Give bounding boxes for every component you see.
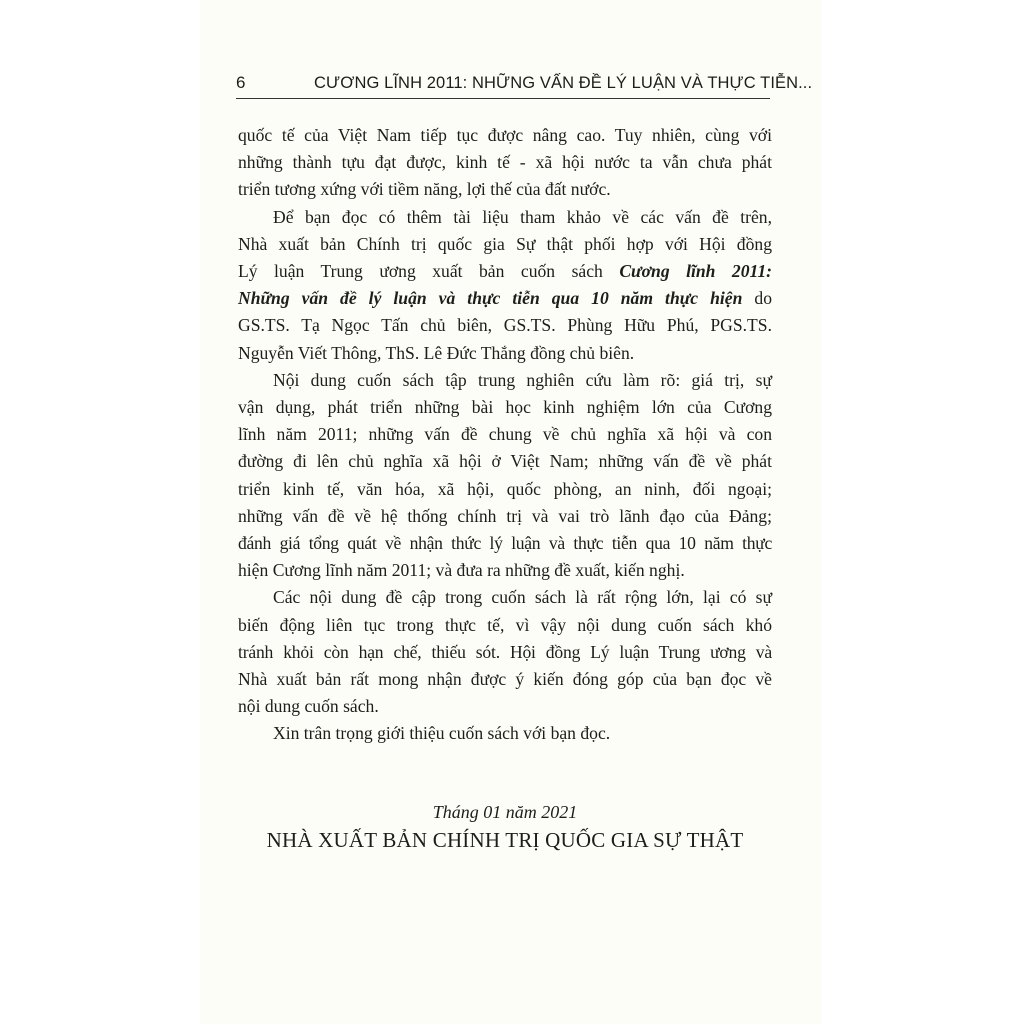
text-line: Xin trân trọng giới thiệu cuốn sách với bạn đọc. [273, 723, 611, 744]
text-line [238, 258, 772, 285]
signature-publisher: NHÀ XUẤT BẢN CHÍNH TRỊ QUỐC GIA SỰ THẬT [266, 828, 744, 852]
text-line: hiện Cương lĩnh năm 2011; và đưa ra những đề xuất, kiến nghị. [238, 560, 685, 581]
paragraph-4 [238, 584, 772, 720]
text-line: tránh khỏi còn hạn chế, thiếu sót. Hội đồng Lý luận Trung ương và [238, 641, 772, 662]
paragraph-5 [238, 720, 772, 747]
text-line: biến động liên tục trong thực tế, vì vậy nội dung cuốn sách khó [238, 614, 772, 635]
text-line: triển kinh tế, văn hóa, xã hội, quốc phòng, an ninh, đối ngoại; [238, 478, 772, 499]
text-line: triển tương xứng với tiềm năng, lợi thế của đất nước. [238, 179, 611, 200]
text-line: Nguyễn Viết Thông, ThS. Lê Đức Thắng đồng chủ biên. [238, 342, 635, 363]
text-line: Nhà xuất bản rất mong nhận được ý kiến đóng góp của bạn đọc về [238, 669, 772, 690]
text-line: những vấn đề về hệ thống chính trị và vai trò lãnh đạo của Đảng; [238, 505, 772, 526]
text-line: Để bạn đọc có thêm tài liệu tham khảo về các vấn đề trên, [273, 206, 772, 227]
paragraph-1 [238, 122, 772, 204]
text-line: Nội dung cuốn sách tập trung nghiên cứu làm rõ: giá trị, sự [273, 369, 772, 390]
signature-date: Tháng 01 năm 2021 [432, 802, 578, 822]
text-line: GS.TS. Tạ Ngọc Tấn chủ biên, GS.TS. Phùng Hữu Phú, PGS.TS. [238, 315, 772, 336]
book-title-part-2: Những vấn đề lý luận và thực tiễn qua 10 năm thực hiện [238, 288, 743, 309]
text-line: đánh giá tổng quát về nhận thức lý luận và thực tiễn qua 10 năm thực [238, 533, 772, 554]
text-line: Các nội dung đề cập trong cuốn sách là rất rộng lớn, lại có sự [273, 587, 772, 608]
book-title-part-1: Cương lĩnh 2011: [619, 261, 772, 282]
page-header [236, 72, 813, 99]
text-line: quốc tế của Việt Nam tiếp tục được nâng cao. Tuy nhiên, cùng với [238, 125, 772, 145]
text-line: lĩnh năm 2011; những vấn đề chung về chủ nghĩa xã hội và con [238, 424, 772, 445]
body-text [238, 122, 772, 748]
inline-text: Lý luận Trung ương xuất bản cuốn sách [238, 261, 620, 282]
text-line: đường đi lên chủ nghĩa xã hội ở Việt Nam; những vấn đề về phát [238, 451, 772, 472]
text-line: vận dụng, phát triển những bài học kinh nghiệm lớn của Cương [238, 397, 772, 418]
page-number: 6 [236, 73, 246, 92]
text-line: những thành tựu đạt được, kinh tế - xã hội nước ta vẫn chưa phát [238, 152, 772, 173]
text-line: Nhà xuất bản Chính trị quốc gia Sự thật phối hợp với Hội đồng [238, 233, 772, 254]
text-line: nội dung cuốn sách. [238, 696, 379, 717]
text-line [238, 285, 772, 312]
inline-text: do [742, 288, 772, 309]
paragraph-2 [238, 204, 772, 367]
paragraph-3 [238, 367, 772, 585]
running-title: CƯƠNG LĨNH 2011: NHỮNG VẤN ĐỀ LÝ LUẬN VÀ THỰC TIỄN... [314, 74, 813, 92]
